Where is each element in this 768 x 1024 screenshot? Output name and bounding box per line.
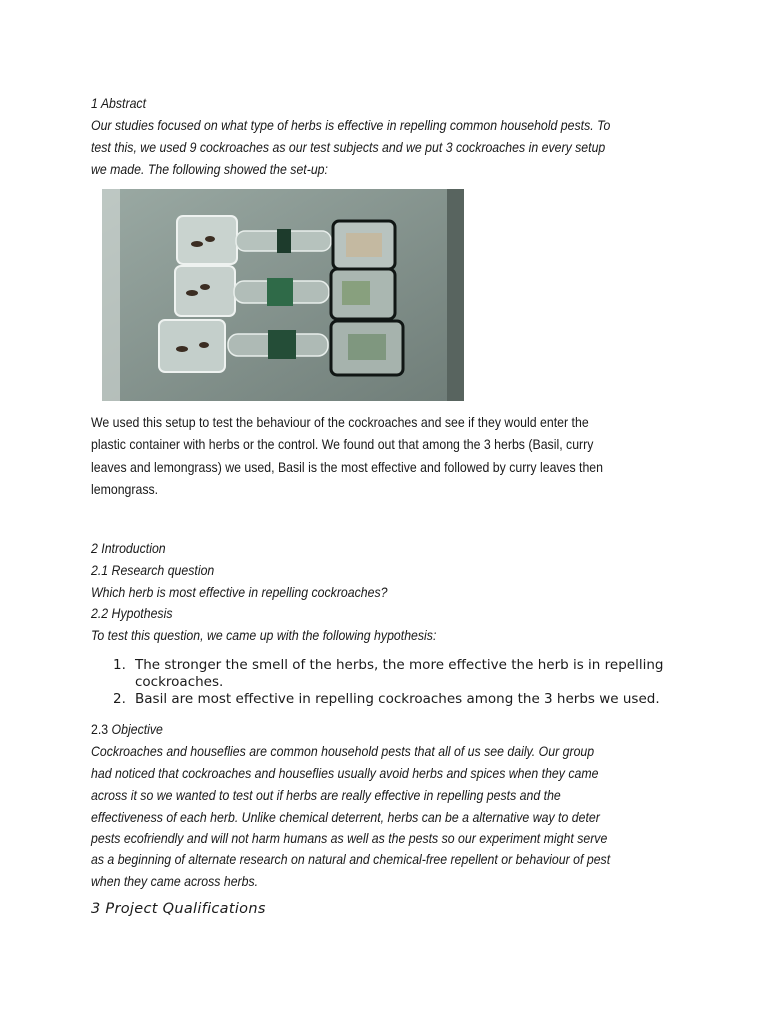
abstract-line-3: we made. The following showed the set-up: (91, 161, 328, 177)
hypothesis-item-1 (113, 656, 693, 674)
introduction-heading: 2 Introduction (91, 540, 166, 556)
result-line-1: We used this setup to test the behaviour of the cockroaches and see if they would enter the (91, 414, 589, 430)
project-qualifications-heading: 3 Project Qualifications (91, 901, 266, 917)
objective-line-1: Cockroaches and houseflies are common household pests that all of us see daily. Our group (91, 743, 595, 759)
abstract-line-2: test this, we used 9 cockroaches as our test subjects and we put 3 cockroaches in every setup (91, 139, 606, 155)
objective-word: Objective (111, 721, 163, 737)
research-question-heading: 2.1 Research question (91, 562, 215, 578)
hypothesis-item-1-text: The stronger the smell of the herbs, the more effective the herb is in repelling (135, 657, 664, 673)
result-line-4: lemongrass. (91, 481, 159, 497)
objective-line-3: across it so we wanted to test out if herbs are really effective in repelling pests and the (91, 787, 561, 803)
objective-line-6: as a beginning of alternate research on natural and chemical-free repellent or behaviour of pest (91, 851, 611, 867)
objective-number: 2.3 (91, 721, 109, 737)
research-question-text: Which herb is most effective in repelling cockroaches? (91, 584, 388, 600)
hypothesis-item-1-continuation: cockroaches. (135, 674, 224, 690)
result-line-2: plastic container with herbs or the control. We found out that among the 3 herbs (Basil, curry (91, 436, 594, 452)
hypothesis-item-2-text: Basil are most effective in repelling cockroaches among the 3 herbs we used. (135, 691, 660, 707)
abstract-heading: 1 Abstract (91, 95, 147, 111)
hypothesis-item-2 (113, 690, 693, 708)
list-number: 1. (113, 657, 126, 673)
abstract-line-1: Our studies focused on what type of herbs is effective in repelling common household pests. To (91, 117, 611, 133)
experiment-setup-photo (102, 189, 464, 401)
list-number: 2. (113, 691, 126, 707)
hypothesis-intro: To test this question, we came up with the following hypothesis: (91, 627, 437, 643)
objective-line-2: had noticed that cockroaches and houseflies usually avoid herbs and spices when they came (91, 765, 599, 781)
objective-heading (91, 718, 619, 740)
objective-line-5: pests ecofriendly and will not harm humans as well as the pests so our experiment might serve (91, 830, 608, 846)
result-line-3: leaves and lemongrass) we used, Basil is the most effective and followed by curry leaves then (91, 459, 604, 475)
hypothesis-heading: 2.2 Hypothesis (91, 605, 173, 621)
objective-line-7: when they came across herbs. (91, 873, 259, 889)
objective-line-4: effectiveness of each herb. Unlike chemical deterrent, herbs can be a alternative way to deter (91, 809, 600, 825)
setup-photo-illustration (102, 189, 464, 401)
